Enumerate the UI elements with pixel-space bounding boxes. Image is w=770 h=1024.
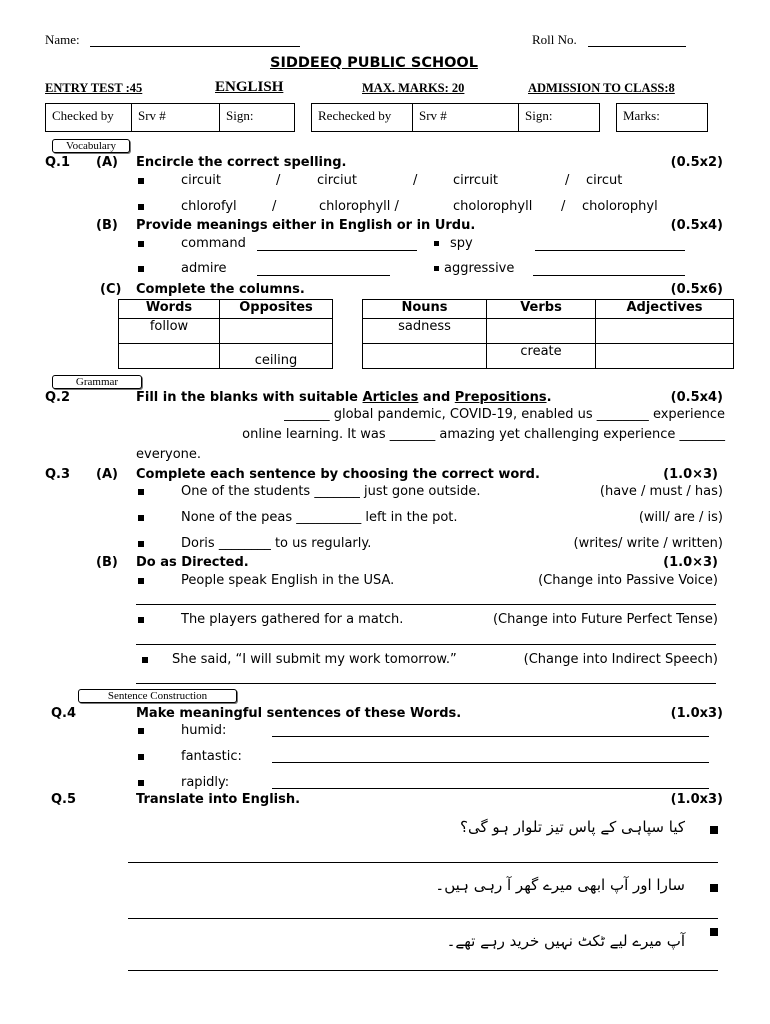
q1c-label: (C) — [100, 282, 122, 297]
word-options: (will/ are / is) — [638, 510, 723, 525]
table-header: Adjectives — [596, 300, 734, 319]
q3-number: Q.3 — [45, 467, 71, 482]
table-cell[interactable] — [596, 319, 734, 344]
bullet — [138, 489, 144, 495]
q3b-instruction: Do as Directed. — [136, 555, 249, 570]
urdu-sentence: کیا سپاہی کے پاس تیز تلوار ہو گی؟ — [460, 818, 685, 836]
bullet — [138, 241, 144, 247]
answer-line[interactable] — [136, 604, 716, 605]
table-cell[interactable]: sadness — [363, 319, 487, 344]
q3a-label: (A) — [96, 467, 118, 482]
spelling-option[interactable]: chlorofyl — [181, 199, 237, 214]
bullet — [138, 780, 144, 786]
spelling-option[interactable]: chlorophyll / — [319, 199, 399, 214]
q5-marks: (1.0x3) — [670, 792, 723, 807]
answer-line[interactable] — [272, 736, 709, 737]
q1a-label: (A) — [96, 155, 118, 170]
q1a-marks: (0.5x2) — [670, 155, 723, 170]
table-cell[interactable] — [363, 344, 487, 369]
table-header: Words — [119, 300, 220, 319]
sign-cell-1 — [219, 103, 295, 132]
slash: / — [561, 199, 566, 214]
srv-label-2: Srv # — [419, 108, 447, 123]
slash: / — [276, 173, 281, 188]
sign-cell-2 — [518, 103, 600, 132]
table-cell[interactable]: follow — [119, 319, 220, 344]
sentence-item[interactable]: One of the students _______ just gone outside. — [181, 484, 481, 499]
answer-line[interactable] — [128, 970, 718, 971]
sentence-construction-tag: Sentence Construction — [78, 689, 237, 703]
slash: / — [565, 173, 570, 188]
directed-sentence: The players gathered for a match. — [181, 612, 404, 627]
bullet — [138, 515, 144, 521]
grammar-tag: Grammar — [52, 375, 142, 389]
q2-dot: . — [546, 390, 552, 405]
q2-text: Fill in the blanks with suitable — [136, 390, 363, 405]
bullet — [138, 178, 144, 184]
table-header: Opposites — [220, 300, 333, 319]
q4-instruction: Make meaningful sentences of these Words. — [136, 706, 462, 721]
q3b-marks: (1.0×3) — [663, 555, 718, 570]
table-cell[interactable]: ceiling — [220, 344, 333, 369]
marks-label: Marks: — [623, 108, 660, 123]
name-label: Name: — [45, 32, 80, 47]
q5-number: Q.5 — [51, 792, 77, 807]
bullet — [710, 884, 718, 892]
admission-class: ADMISSION TO CLASS:8 — [528, 81, 675, 95]
meaning-word: aggressive — [444, 261, 515, 276]
q4-number: Q.4 — [51, 706, 77, 721]
checked-by-label: Checked by — [52, 108, 114, 123]
table-cell[interactable] — [119, 344, 220, 369]
word-options: (have / must / has) — [599, 484, 723, 499]
q2-line-3: everyone. — [136, 447, 202, 462]
answer-line[interactable] — [136, 683, 716, 684]
bullet — [138, 204, 144, 210]
name-field[interactable] — [90, 46, 300, 47]
nouns-verbs-adjectives-table — [362, 299, 734, 369]
spelling-option[interactable]: circut — [586, 173, 623, 188]
table-header: Verbs — [487, 300, 596, 319]
roll-label: Roll No. — [532, 32, 577, 47]
bullet — [138, 541, 144, 547]
answer-line[interactable] — [136, 644, 716, 645]
sign-label-1: Sign: — [226, 108, 254, 123]
q1a-instruction: Encircle the correct spelling. — [136, 155, 347, 170]
answer-line[interactable] — [272, 788, 709, 789]
direction: (Change into Passive Voice) — [538, 573, 718, 588]
q2-prepositions: Prepositions — [454, 390, 547, 405]
bullet — [138, 728, 144, 734]
rechecked-by-label: Rechecked by — [318, 108, 392, 123]
q2-marks: (0.5x4) — [670, 390, 723, 405]
marks-cell — [616, 103, 708, 132]
q3a-instruction: Complete each sentence by choosing the correct word. — [136, 467, 540, 482]
bullet — [434, 241, 439, 246]
answer-line[interactable] — [272, 762, 709, 763]
srv-cell-2 — [412, 103, 519, 132]
answer-line[interactable] — [128, 862, 718, 863]
vocab-word: fantastic: — [181, 749, 242, 764]
bullet — [710, 928, 718, 936]
table-header: Nouns — [363, 300, 487, 319]
srv-label-1: Srv # — [138, 108, 166, 123]
entry-test: ENTRY TEST :45 — [45, 81, 143, 95]
bullet — [138, 578, 144, 584]
srv-cell-1 — [131, 103, 220, 132]
q1b-label: (B) — [96, 218, 118, 233]
q3b-label: (B) — [96, 555, 118, 570]
meaning-word: command — [181, 236, 246, 251]
checked-by-cell — [45, 103, 132, 132]
q5-instruction: Translate into English. — [136, 792, 301, 807]
answer-blank[interactable] — [535, 250, 685, 251]
rechecked-by-cell — [311, 103, 413, 132]
q2-articles: Articles — [362, 390, 419, 405]
spelling-option[interactable]: circiut — [317, 173, 357, 188]
table-cell[interactable] — [596, 344, 734, 369]
q3a-marks: (1.0×3) — [663, 467, 718, 482]
bullet — [710, 826, 718, 834]
answer-blank[interactable] — [257, 275, 390, 276]
urdu-sentence: آپ میرے لیے ٹکٹ نہیں خرید رہے تھے۔ — [446, 932, 685, 950]
table-cell[interactable] — [220, 319, 333, 344]
spelling-option[interactable]: circuit — [181, 173, 221, 188]
answer-blank[interactable] — [257, 250, 417, 251]
q1c-instruction: Complete the columns. — [136, 282, 305, 297]
bullet — [142, 657, 148, 663]
max-marks: MAX. MARKS: 20 — [362, 81, 465, 95]
vocabulary-tag: Vocabulary — [52, 139, 130, 153]
school-title: SIDDEEQ PUBLIC SCHOOL — [270, 55, 478, 71]
table-cell[interactable] — [487, 319, 596, 344]
directed-sentence: People speak English in the USA. — [181, 573, 395, 588]
bullet — [138, 754, 144, 760]
q2-and: and — [418, 390, 455, 405]
sentence-item[interactable]: None of the peas __________ left in the pot. — [181, 510, 458, 525]
q1b-marks: (0.5x4) — [670, 218, 723, 233]
vocab-word: rapidly: — [181, 775, 230, 790]
q2-number: Q.2 — [45, 390, 71, 405]
direction: (Change into Indirect Speech) — [523, 652, 718, 667]
spelling-option[interactable]: cirrcuit — [453, 173, 499, 188]
subject: ENGLISH — [215, 79, 284, 95]
sentence-item[interactable]: Doris ________ to us regularly. — [181, 536, 372, 551]
meaning-word: admire — [181, 261, 227, 276]
roll-field[interactable] — [588, 46, 686, 47]
spelling-option[interactable]: cholorophyl — [582, 199, 658, 214]
bullet — [138, 617, 144, 623]
meaning-word: spy — [450, 236, 473, 251]
table-cell[interactable]: create — [487, 344, 596, 369]
sign-label-2: Sign: — [525, 108, 553, 123]
word-options: (writes/ write / written) — [573, 536, 723, 551]
words-opposites-table — [118, 299, 333, 369]
slash: / — [272, 199, 277, 214]
vocab-word: humid: — [181, 723, 227, 738]
q1b-instruction: Provide meanings either in English or in Urdu. — [136, 218, 476, 233]
urdu-sentence: سارا اور آپ ابھی میرے گھر آ رہی ہیں۔ — [435, 876, 685, 894]
spelling-option[interactable]: cholorophyll — [453, 199, 533, 214]
answer-blank[interactable] — [533, 275, 685, 276]
answer-line[interactable] — [128, 918, 718, 919]
directed-sentence: She said, “I will submit my work tomorrow.” — [172, 652, 457, 667]
bullet — [138, 266, 144, 272]
slash: / — [413, 173, 418, 188]
q2-line-1[interactable]: _______ global pandemic, COVID-19, enabled us ________ experience — [284, 407, 725, 422]
q4-marks: (1.0x3) — [670, 706, 723, 721]
q1c-marks: (0.5x6) — [670, 282, 723, 297]
q2-instruction — [136, 390, 552, 405]
q1-number: Q.1 — [45, 155, 71, 170]
direction: (Change into Future Perfect Tense) — [492, 612, 718, 627]
bullet — [434, 266, 439, 271]
q2-line-2[interactable]: online learning. It was _______ amazing yet challenging experience _______ — [242, 427, 725, 442]
